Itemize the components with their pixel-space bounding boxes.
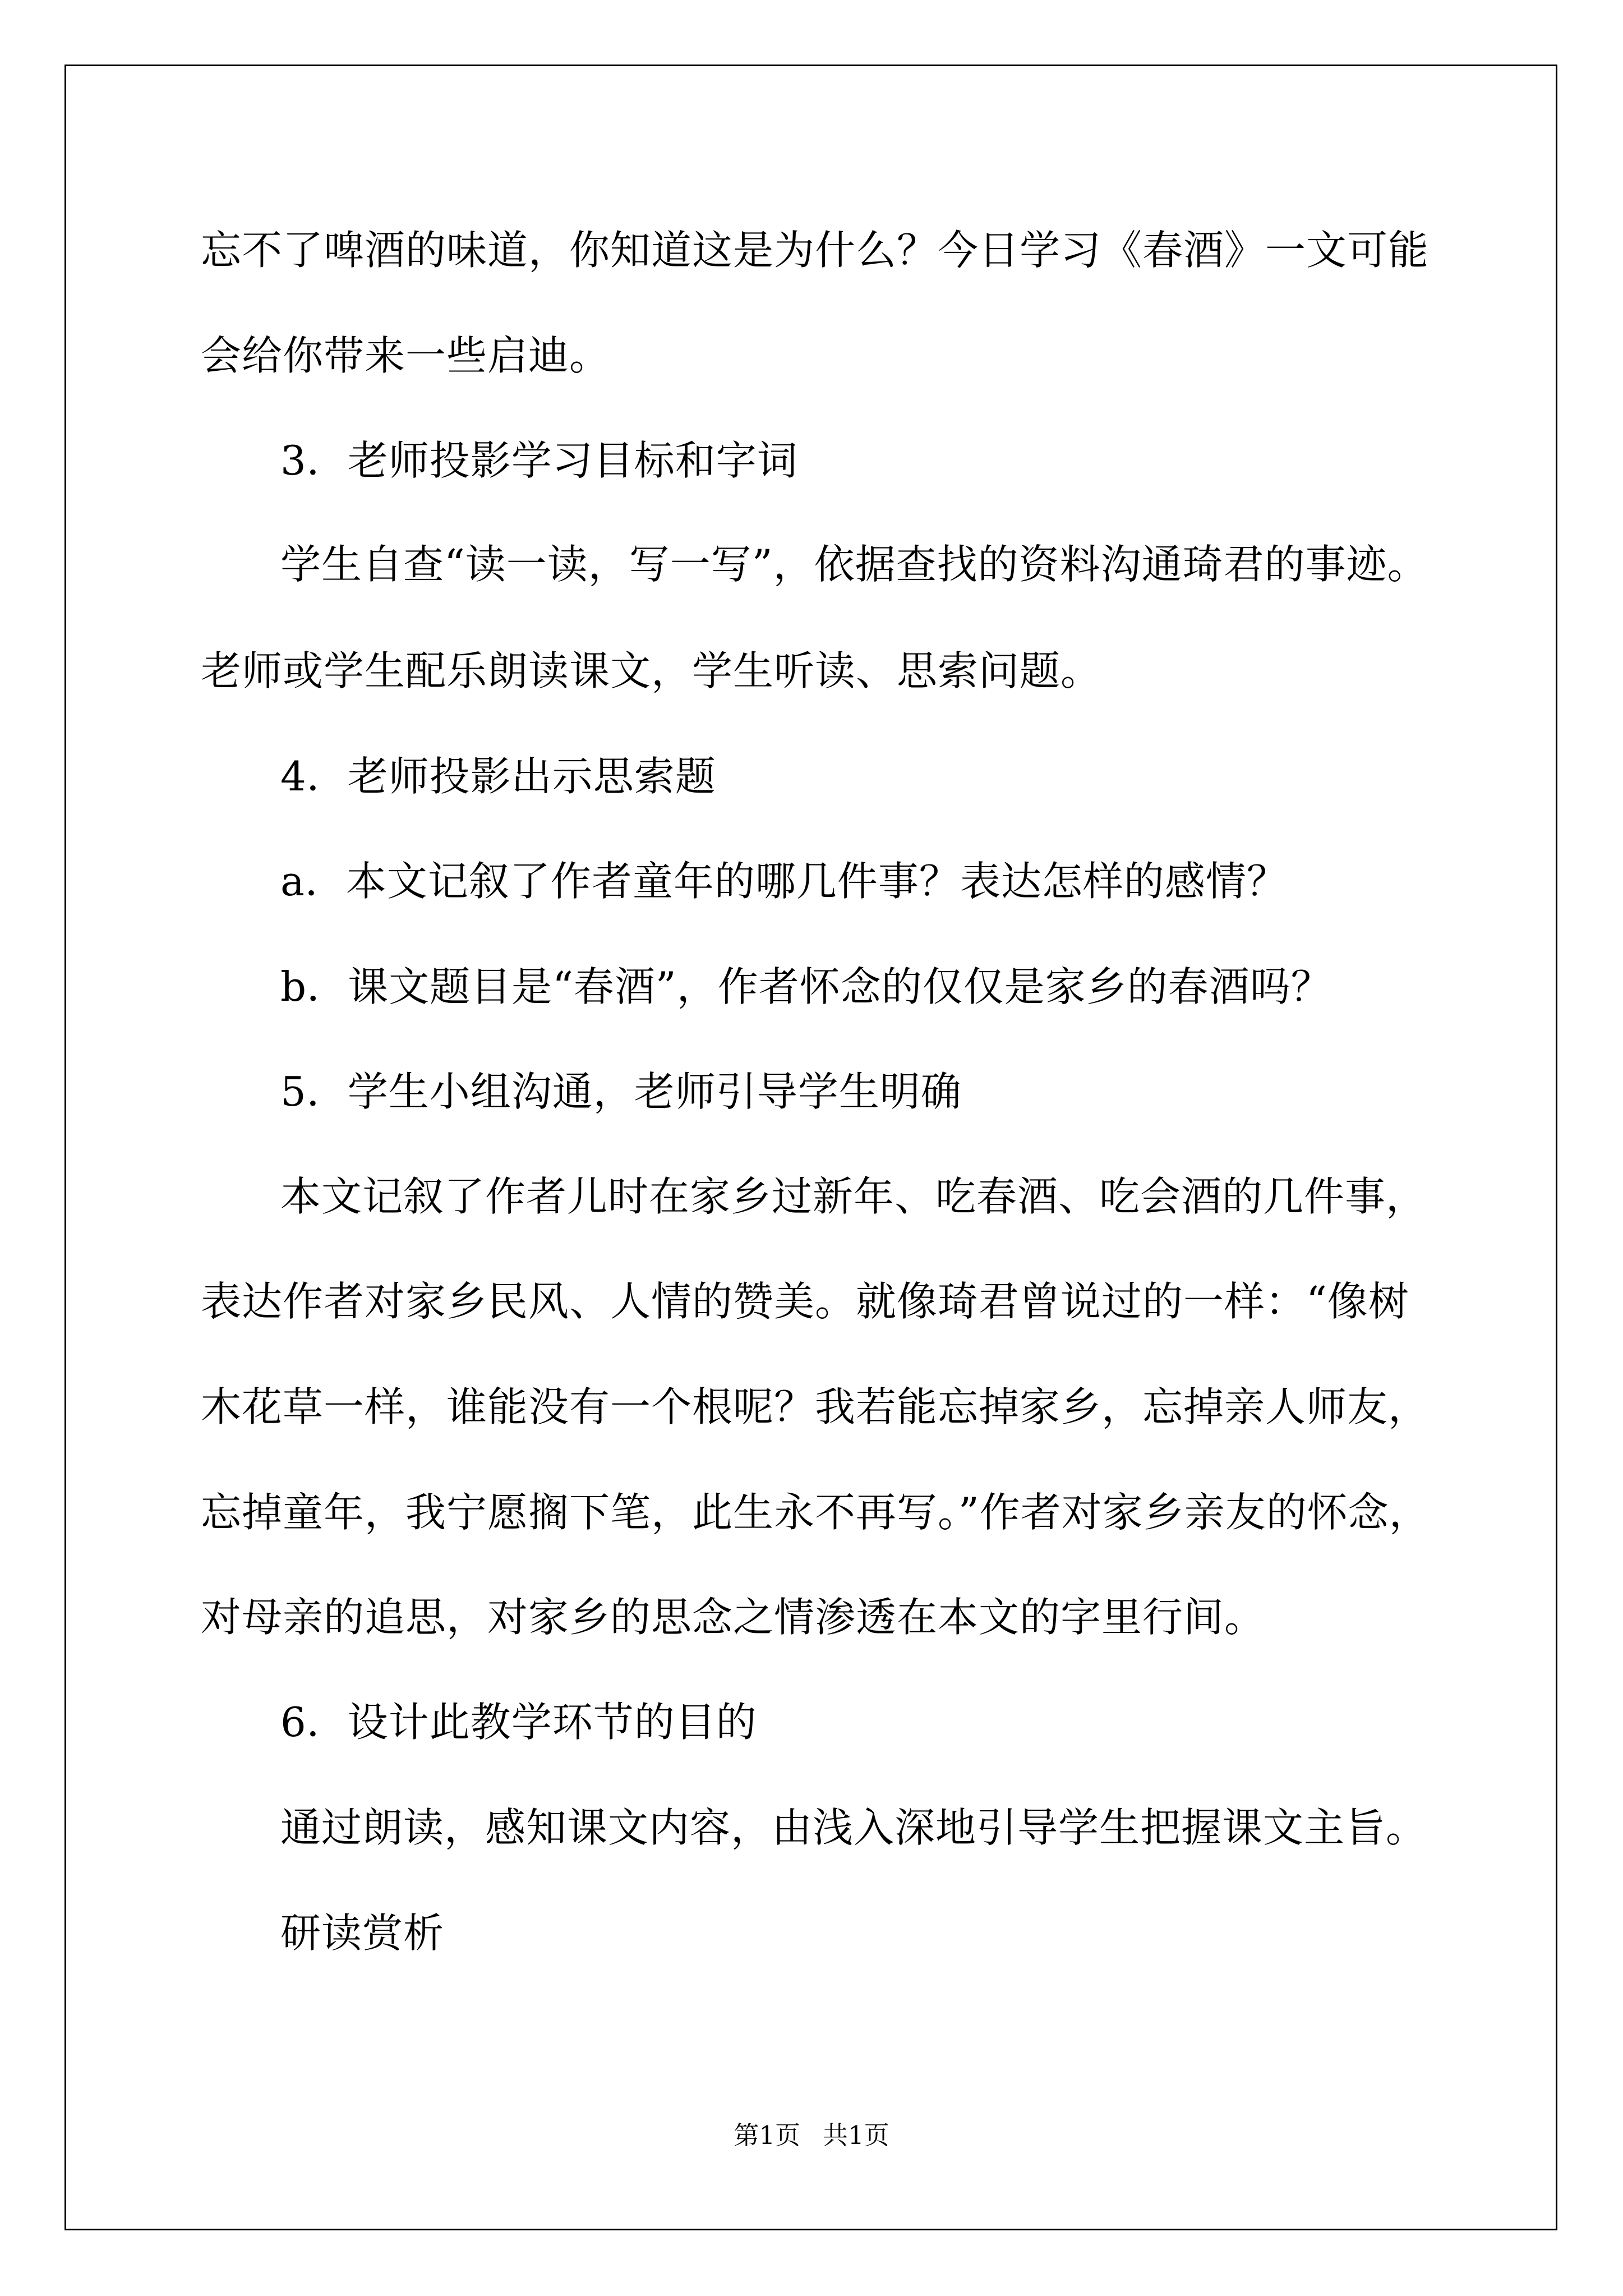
text-line: 学生自查“读一读，写一写”，依据查找的资料沟通琦君的事迹。: [280, 541, 1428, 588]
text-line: 通过朗读，感知课文内容，由浅入深地引导学生把握课文主旨。: [280, 1804, 1427, 1851]
text-line: 对母亲的追思，对家乡的思念之情渗透在本文的字里行间。: [201, 1594, 1266, 1641]
text-line: 6．设计此教学环节的目的: [280, 1699, 757, 1746]
text-line: 本文记叙了作者儿时在家乡过新年、吃春酒、吃会酒的几件事，: [280, 1173, 1427, 1220]
text-line: b．课文题目是“春酒”，作者怀念的仅仅是家乡的春酒吗？: [280, 963, 1332, 1010]
text-line: 会给你带来一些启迪。: [201, 332, 611, 379]
text-line: 老师或学生配乐朗读课文，学生听读、思索问题。: [201, 647, 1102, 694]
text-line: 忘不了啤酒的味道，你知道这是为什么？今日学习《春酒》一文可能: [201, 227, 1430, 274]
text-line: 研读赏析: [280, 1910, 445, 1957]
text-line: 4．老师投影出示思索题: [280, 753, 716, 800]
page-footer: [0, 2120, 1623, 2150]
text-line: a．本文记叙了作者童年的哪几件事？表达怎样的感情？: [280, 858, 1288, 905]
text-line: 忘掉童年，我宁愿搁下笔，此生永不再写。”作者对家乡亲友的怀念，: [201, 1489, 1430, 1536]
text-line: 木花草一样，谁能没有一个根呢？我若能忘掉家乡，忘掉亲人师友，: [201, 1383, 1430, 1430]
page-number-total: 共1页: [823, 2120, 889, 2150]
page-number-current: 第1页: [734, 2120, 800, 2150]
text-line: 3．老师投影学习目标和字词: [280, 437, 798, 484]
text-line: 5．学生小组沟通，老师引导学生明确: [280, 1068, 962, 1115]
text-line: 表达作者对家乡民风、人情的赞美。就像琦君曾说过的一样：“像树: [201, 1278, 1409, 1325]
